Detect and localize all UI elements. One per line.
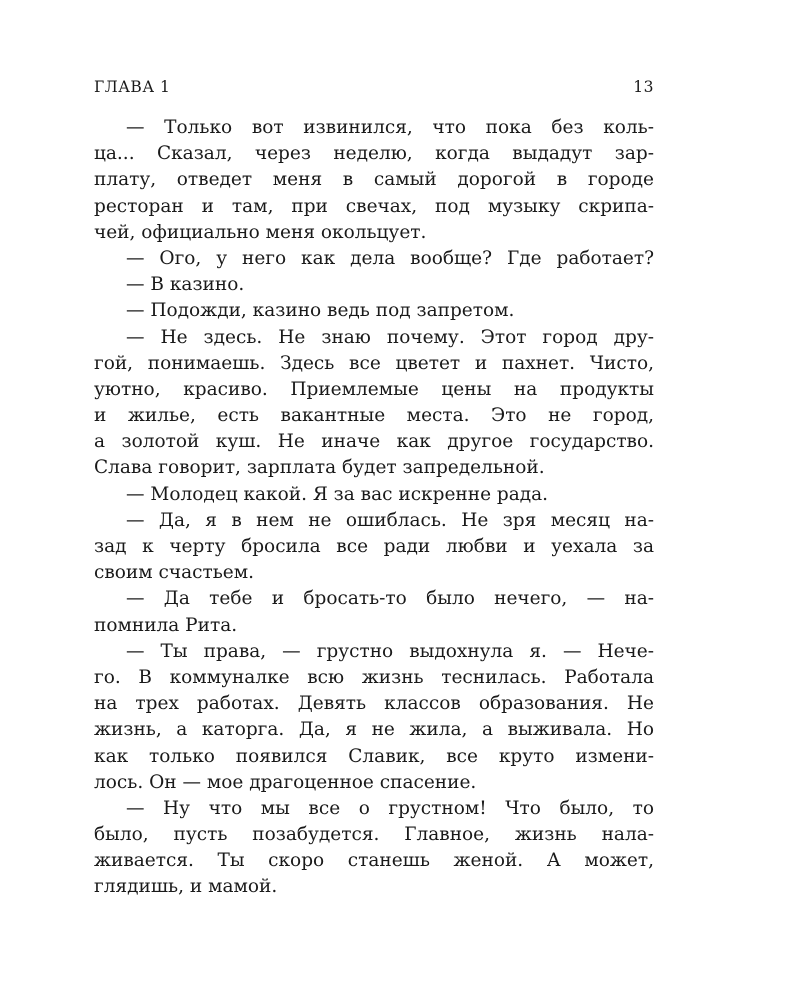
- text-line: помнила Рита.: [94, 614, 238, 636]
- text-line: — Да тебе и бросать-то было нечего, — на-: [126, 588, 654, 610]
- text-line: а золотой куш. Не иначе как другое государство.: [94, 431, 654, 453]
- text-line: зад к черту бросила все ради любви и уехала за: [94, 536, 654, 557]
- chapter-title: ГЛАВА 1: [94, 78, 171, 96]
- text-line: живается. Ты скоро станешь женой. А может,: [94, 850, 654, 872]
- text-line: — Только вот извинился, что пока без коль-: [126, 117, 654, 138]
- text-line: лось. Он — мое драгоценное спасение.: [94, 771, 477, 793]
- text-line: было, пусть позабудется. Главное, жизнь нала-: [94, 824, 654, 846]
- text-line: — Ого, у него как дела вообще? Где работает?: [126, 247, 654, 269]
- text-line: ресторан и там, при свечах, под музыку скрипа-: [94, 195, 654, 217]
- text-line: и жилье, есть вакантные места. Это не город,: [94, 405, 654, 427]
- text-line: ца... Сказал, через неделю, когда выдадут зар-: [94, 143, 654, 165]
- text-line: — Ты права, — грустно выдохнула я. — Нече-: [126, 640, 654, 662]
- text-line: своим счастьем.: [94, 562, 255, 584]
- running-head: [94, 78, 654, 100]
- text-line: — Ну что мы все о грустном! Что было, то: [126, 797, 654, 819]
- text-line: гой, понимаешь. Здесь все цветет и пахнет. Чисто,: [94, 352, 654, 374]
- text-line: глядишь, и мамой.: [94, 876, 278, 898]
- text-line: го. В коммуналке всю жизнь теснилась. Работала: [94, 666, 654, 688]
- text-line: плату, отведет меня в самый дорогой в городе: [94, 169, 654, 191]
- text-line: как только появился Славик, все круто измени-: [94, 745, 654, 767]
- text-line: на трех работах. Девять классов образования. Не: [94, 693, 654, 715]
- text-line: — Молодец какой. Я за вас искренне рада.: [126, 483, 549, 505]
- text-line: чей, официально меня окольцует.: [94, 221, 427, 243]
- page-number: 13: [633, 78, 654, 96]
- text-line: — В казино.: [126, 274, 245, 296]
- body-text: [94, 115, 654, 901]
- text-line: — Подожди, казино ведь под запретом.: [126, 300, 515, 322]
- text-line: Слава говорит, зарплата будет запредельной.: [94, 457, 545, 479]
- text-line: — Да, я в нем не ошиблась. Не зря месяц на-: [126, 509, 654, 531]
- text-line: жизнь, а каторга. Да, я не жила, а выживала. Но: [94, 719, 654, 741]
- text-line: уютно, красиво. Приемлемые цены на продукты: [94, 378, 654, 400]
- text-line: — Не здесь. Не знаю почему. Этот город дру-: [126, 326, 654, 348]
